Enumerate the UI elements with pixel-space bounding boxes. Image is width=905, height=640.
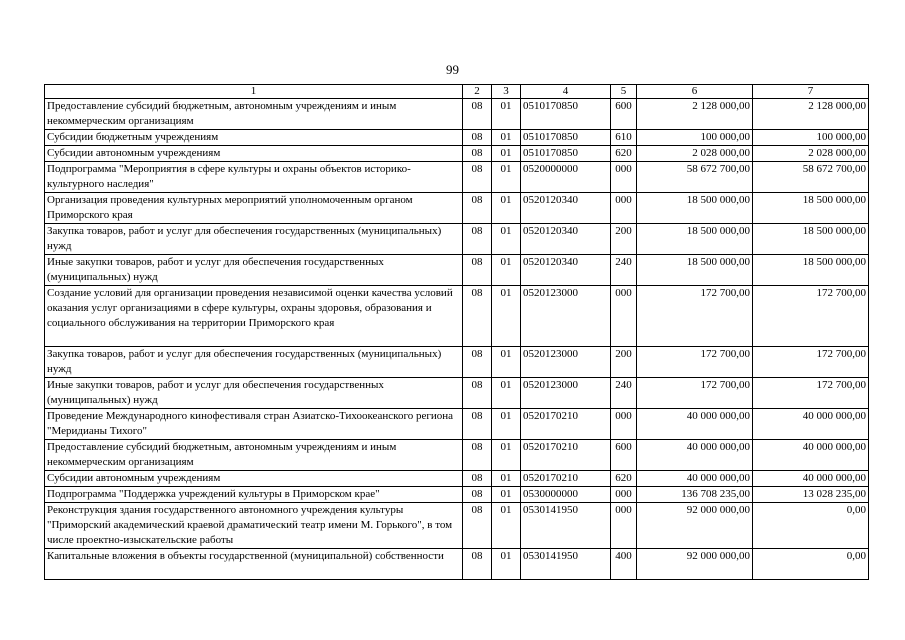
table-row (45, 130, 869, 146)
column-header-1: 1 (45, 85, 463, 99)
row-amount-col7-cell: 13 028 235,00 (753, 487, 869, 503)
row-target-code-cell: 0510170850 (521, 130, 611, 146)
row-amount-col6-cell: 100 000,00 (637, 130, 753, 146)
row-target-code-cell: 0520123000 (521, 347, 611, 378)
row-expense-type-cell: 200 (611, 347, 637, 378)
row-section-cell: 08 (463, 99, 492, 130)
row-section-cell: 08 (463, 549, 492, 580)
row-name-cell: Создание условий для организации проведения независимой оценки качества условий оказания услуг организациями в сфере культуры, охраны здоровья, образования и социального обслуживания на территории Приморского края (45, 286, 463, 347)
row-subsection-cell: 01 (492, 347, 521, 378)
row-name-cell: Субсидии автономным учреждениям (45, 146, 463, 162)
row-expense-type-cell: 000 (611, 286, 637, 347)
row-expense-type-cell: 620 (611, 471, 637, 487)
row-amount-col7-cell: 0,00 (753, 549, 869, 580)
table-row (45, 286, 869, 347)
row-target-code-cell: 0520120340 (521, 193, 611, 224)
row-subsection-cell: 01 (492, 99, 521, 130)
table-row (45, 255, 869, 286)
row-amount-col7-cell: 40 000 000,00 (753, 409, 869, 440)
column-header-7: 7 (753, 85, 869, 99)
row-name-cell: Предоставление субсидий бюджетным, автономным учреждениям и иным некоммерческим организациям (45, 440, 463, 471)
table-row (45, 162, 869, 193)
row-expense-type-cell: 600 (611, 99, 637, 130)
table-row (45, 224, 869, 255)
row-expense-type-cell: 000 (611, 162, 637, 193)
row-section-cell: 08 (463, 471, 492, 487)
row-subsection-cell: 01 (492, 440, 521, 471)
table-row (45, 347, 869, 378)
row-amount-col6-cell: 92 000 000,00 (637, 503, 753, 549)
row-target-code-cell: 0530000000 (521, 487, 611, 503)
row-section-cell: 08 (463, 503, 492, 549)
row-subsection-cell: 01 (492, 255, 521, 286)
table-header-row (45, 85, 869, 99)
column-header-3: 3 (492, 85, 521, 99)
row-name-cell: Иные закупки товаров, работ и услуг для обеспечения государственных (муниципальных) нужд (45, 378, 463, 409)
row-target-code-cell: 0520120340 (521, 224, 611, 255)
row-amount-col7-cell: 0,00 (753, 503, 869, 549)
table-body (45, 99, 869, 580)
row-expense-type-cell: 400 (611, 549, 637, 580)
row-section-cell: 08 (463, 409, 492, 440)
row-amount-col6-cell: 18 500 000,00 (637, 255, 753, 286)
row-name-cell: Субсидии бюджетным учреждениям (45, 130, 463, 146)
table-row (45, 549, 869, 580)
row-section-cell: 08 (463, 255, 492, 286)
row-section-cell: 08 (463, 347, 492, 378)
row-amount-col6-cell: 172 700,00 (637, 286, 753, 347)
row-amount-col7-cell: 58 672 700,00 (753, 162, 869, 193)
row-expense-type-cell: 000 (611, 503, 637, 549)
row-target-code-cell: 0520170210 (521, 409, 611, 440)
row-amount-col6-cell: 136 708 235,00 (637, 487, 753, 503)
row-name-cell: Подпрограмма "Поддержка учреждений культуры в Приморском крае" (45, 487, 463, 503)
row-amount-col6-cell: 18 500 000,00 (637, 193, 753, 224)
row-subsection-cell: 01 (492, 409, 521, 440)
row-name-cell: Организация проведения культурных мероприятий уполномоченным органом Приморского края (45, 193, 463, 224)
row-section-cell: 08 (463, 286, 492, 347)
row-subsection-cell: 01 (492, 162, 521, 193)
row-amount-col6-cell: 2 028 000,00 (637, 146, 753, 162)
row-subsection-cell: 01 (492, 224, 521, 255)
column-header-2: 2 (463, 85, 492, 99)
row-amount-col6-cell: 40 000 000,00 (637, 440, 753, 471)
row-section-cell: 08 (463, 193, 492, 224)
row-target-code-cell: 0520123000 (521, 378, 611, 409)
column-header-5: 5 (611, 85, 637, 99)
row-target-code-cell: 0530141950 (521, 549, 611, 580)
row-amount-col7-cell: 2 028 000,00 (753, 146, 869, 162)
page-number: 99 (446, 62, 459, 77)
table-row (45, 440, 869, 471)
row-section-cell: 08 (463, 487, 492, 503)
row-section-cell: 08 (463, 146, 492, 162)
row-target-code-cell: 0520120340 (521, 255, 611, 286)
table-row (45, 409, 869, 440)
row-expense-type-cell: 000 (611, 193, 637, 224)
row-amount-col7-cell: 172 700,00 (753, 286, 869, 347)
row-name-cell: Субсидии автономным учреждениям (45, 471, 463, 487)
row-amount-col7-cell: 18 500 000,00 (753, 193, 869, 224)
row-name-cell: Предоставление субсидий бюджетным, автономным учреждениям и иным некоммерческим организациям (45, 99, 463, 130)
row-expense-type-cell: 240 (611, 378, 637, 409)
row-amount-col7-cell: 172 700,00 (753, 378, 869, 409)
row-amount-col7-cell: 100 000,00 (753, 130, 869, 146)
row-name-cell: Проведение Международного кинофестиваля стран Азиатско-Тихоокеанского региона "Меридианы Тихого" (45, 409, 463, 440)
row-section-cell: 08 (463, 378, 492, 409)
table-row (45, 471, 869, 487)
row-subsection-cell: 01 (492, 378, 521, 409)
row-amount-col7-cell: 40 000 000,00 (753, 471, 869, 487)
row-target-code-cell: 0520170210 (521, 440, 611, 471)
table-row (45, 99, 869, 130)
row-expense-type-cell: 200 (611, 224, 637, 255)
row-amount-col6-cell: 40 000 000,00 (637, 471, 753, 487)
row-subsection-cell: 01 (492, 146, 521, 162)
row-amount-col6-cell: 172 700,00 (637, 378, 753, 409)
row-name-cell: Капитальные вложения в объекты государственной (муниципальной) собственности (45, 549, 463, 580)
row-amount-col6-cell: 92 000 000,00 (637, 549, 753, 580)
row-expense-type-cell: 000 (611, 409, 637, 440)
row-amount-col7-cell: 172 700,00 (753, 347, 869, 378)
row-amount-col7-cell: 18 500 000,00 (753, 255, 869, 286)
row-subsection-cell: 01 (492, 130, 521, 146)
row-amount-col7-cell: 2 128 000,00 (753, 99, 869, 130)
row-amount-col6-cell: 18 500 000,00 (637, 224, 753, 255)
table-row (45, 503, 869, 549)
budget-table (44, 84, 869, 580)
row-name-cell: Реконструкция здания государственного автономного учреждения культуры "Приморский академический краевой драматический театр имени М. Горького", в том числе проектно-изыскательские работы (45, 503, 463, 549)
row-amount-col6-cell: 40 000 000,00 (637, 409, 753, 440)
row-amount-col6-cell: 2 128 000,00 (637, 99, 753, 130)
row-section-cell: 08 (463, 224, 492, 255)
table-row (45, 146, 869, 162)
row-amount-col7-cell: 18 500 000,00 (753, 224, 869, 255)
table-row (45, 487, 869, 503)
row-amount-col6-cell: 172 700,00 (637, 347, 753, 378)
row-target-code-cell: 0520000000 (521, 162, 611, 193)
row-expense-type-cell: 600 (611, 440, 637, 471)
row-target-code-cell: 0520123000 (521, 286, 611, 347)
row-name-cell: Закупка товаров, работ и услуг для обеспечения государственных (муниципальных) нужд (45, 347, 463, 378)
row-subsection-cell: 01 (492, 193, 521, 224)
row-subsection-cell: 01 (492, 471, 521, 487)
row-subsection-cell: 01 (492, 503, 521, 549)
row-target-code-cell: 0520170210 (521, 471, 611, 487)
row-section-cell: 08 (463, 162, 492, 193)
row-section-cell: 08 (463, 130, 492, 146)
row-name-cell: Подпрограмма "Мероприятия в сфере культуры и охраны объектов историко-культурного наследия" (45, 162, 463, 193)
row-expense-type-cell: 610 (611, 130, 637, 146)
table-row (45, 193, 869, 224)
row-expense-type-cell: 000 (611, 487, 637, 503)
row-target-code-cell: 0530141950 (521, 503, 611, 549)
row-amount-col6-cell: 58 672 700,00 (637, 162, 753, 193)
row-subsection-cell: 01 (492, 286, 521, 347)
row-section-cell: 08 (463, 440, 492, 471)
row-expense-type-cell: 240 (611, 255, 637, 286)
row-subsection-cell: 01 (492, 549, 521, 580)
column-header-4: 4 (521, 85, 611, 99)
row-name-cell: Закупка товаров, работ и услуг для обеспечения государственных (муниципальных) нужд (45, 224, 463, 255)
row-target-code-cell: 0510170850 (521, 99, 611, 130)
row-amount-col7-cell: 40 000 000,00 (753, 440, 869, 471)
row-subsection-cell: 01 (492, 487, 521, 503)
row-expense-type-cell: 620 (611, 146, 637, 162)
column-header-6: 6 (637, 85, 753, 99)
row-name-cell: Иные закупки товаров, работ и услуг для обеспечения государственных (муниципальных) нужд (45, 255, 463, 286)
row-target-code-cell: 0510170850 (521, 146, 611, 162)
table-row (45, 378, 869, 409)
